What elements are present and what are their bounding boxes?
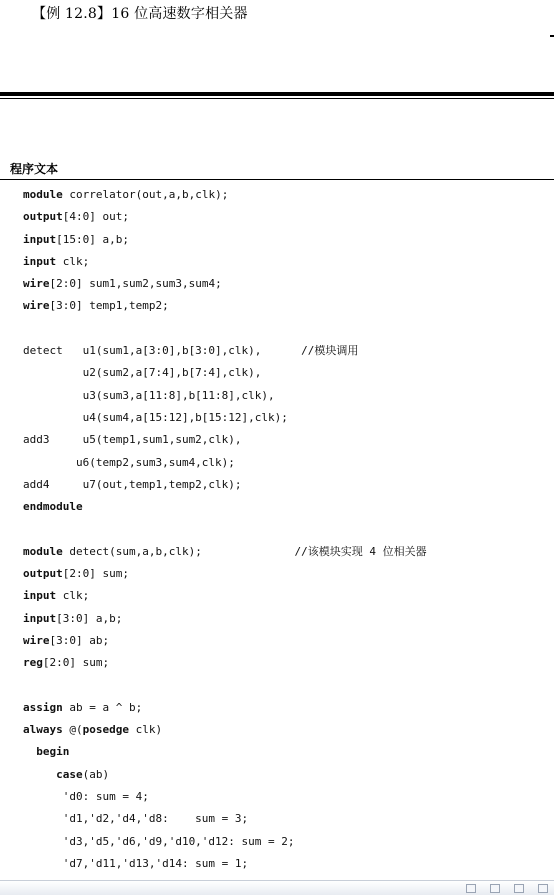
section-label: 程序文本: [10, 162, 59, 176]
code-line: [23, 340, 427, 362]
code-line: [23, 273, 427, 295]
code-line: [23, 697, 427, 719]
code-keyword: input: [23, 232, 57, 246]
code-text: detect(sum,a,b,clk); //该模块实现 4 位相关器: [62, 544, 427, 558]
code-text: (ab): [82, 767, 110, 781]
code-keyword: endmodule: [23, 500, 83, 514]
code-text: u2(sum2,a[7:4],b[7:4],clk),: [23, 366, 262, 380]
code-text: add3 u5(temp1,sum1,sum2,clk),: [23, 433, 242, 447]
code-keyword: output: [23, 210, 63, 224]
code-line: [23, 229, 427, 251]
code-line: [23, 630, 427, 652]
code-text: [15:0] a,b;: [56, 232, 129, 246]
code-keyword: begin: [36, 745, 70, 759]
toolbar-icon[interactable]: [466, 884, 476, 893]
code-line: [23, 719, 427, 741]
code-listing: [23, 184, 427, 875]
code-line: [23, 206, 427, 228]
code-line: [23, 362, 427, 384]
code-line: [23, 831, 427, 853]
code-text: clk): [128, 723, 163, 737]
code-text: [23, 745, 36, 758]
code-keyword: posedge: [82, 723, 129, 737]
code-line: [23, 541, 427, 563]
code-text: u3(sum3,a[11:8],b[11:8],clk),: [23, 388, 275, 402]
code-line: [23, 318, 427, 340]
code-text: [23, 768, 56, 781]
code-line: [23, 496, 427, 518]
bottom-toolbar: [0, 880, 554, 895]
code-line: [23, 474, 427, 496]
code-line: [23, 385, 427, 407]
code-text: clk;: [56, 589, 90, 603]
code-line: [23, 295, 427, 317]
code-keyword: reg: [23, 656, 43, 670]
code-text: correlator(out,a,b,clk);: [62, 188, 229, 201]
code-keyword: module: [23, 188, 63, 201]
code-text: 'd3,'d5,'d6,'d9,'d10,'d12: sum = 2;: [23, 834, 295, 848]
code-keyword: input: [23, 611, 57, 625]
toolbar-icon[interactable]: [538, 884, 548, 893]
toolbar-icon[interactable]: [490, 884, 500, 893]
code-line: [23, 853, 427, 875]
code-line: [23, 675, 427, 697]
code-keyword: output: [23, 567, 63, 581]
code-keyword: wire: [23, 633, 50, 647]
code-text: add4 u7(out,temp1,temp2,clk);: [23, 477, 242, 491]
code-text: ab = a ^ b;: [62, 700, 143, 714]
header-rule-thin: [0, 98, 554, 99]
code-text: [3:0] a,b;: [56, 611, 123, 625]
code-line: [23, 251, 427, 273]
code-keyword: input: [23, 254, 57, 268]
code-text: clk;: [56, 254, 90, 268]
code-line: [23, 652, 427, 674]
code-text: [3:0] temp1,temp2;: [49, 299, 169, 313]
code-keyword: input: [23, 589, 57, 603]
code-text: [2:0] sum;: [62, 567, 129, 581]
code-line: [23, 452, 427, 474]
code-text: [2:0] sum1,sum2,sum3,sum4;: [49, 277, 222, 291]
code-line: [23, 429, 427, 451]
code-keyword: wire: [23, 277, 50, 291]
corner-mark: [550, 35, 554, 37]
code-text: [2:0] sum;: [42, 656, 110, 670]
example-title: 【例 12.8】16 位高速数字相关器: [32, 6, 248, 22]
code-line: [23, 407, 427, 429]
code-line: [23, 184, 427, 206]
code-line: [23, 764, 427, 786]
code-keyword: always: [23, 723, 63, 737]
code-line: [23, 786, 427, 808]
code-line: [23, 808, 427, 830]
code-text: detect u1(sum1,a[3:0],b[3:0],clk), //模块调用: [23, 344, 359, 358]
toolbar-icon[interactable]: [514, 884, 524, 893]
code-text: 'd7,'d11,'d13,'d14: sum = 1;: [23, 856, 249, 870]
code-text: [4:0] out;: [62, 210, 129, 224]
header-rule-thick: [0, 92, 554, 96]
code-line: [23, 741, 427, 763]
code-line: [23, 608, 427, 630]
code-text: [3:0] ab;: [49, 633, 110, 647]
code-text: @(: [62, 723, 83, 737]
code-keyword: wire: [23, 299, 50, 313]
code-keyword: assign: [23, 700, 63, 714]
code-text: 'd0: sum = 4;: [23, 790, 149, 804]
code-text: u6(temp2,sum3,sum4,clk);: [23, 455, 235, 469]
code-text: u4(sum4,a[15:12],b[15:12],clk);: [23, 410, 288, 424]
code-line: [23, 585, 427, 607]
code-keyword: case: [56, 767, 83, 781]
code-line: [23, 518, 427, 540]
code-text: 'd1,'d2,'d4,'d8: sum = 3;: [23, 812, 249, 826]
section-rule: [0, 179, 554, 180]
code-keyword: module: [23, 544, 63, 558]
code-line: [23, 563, 427, 585]
